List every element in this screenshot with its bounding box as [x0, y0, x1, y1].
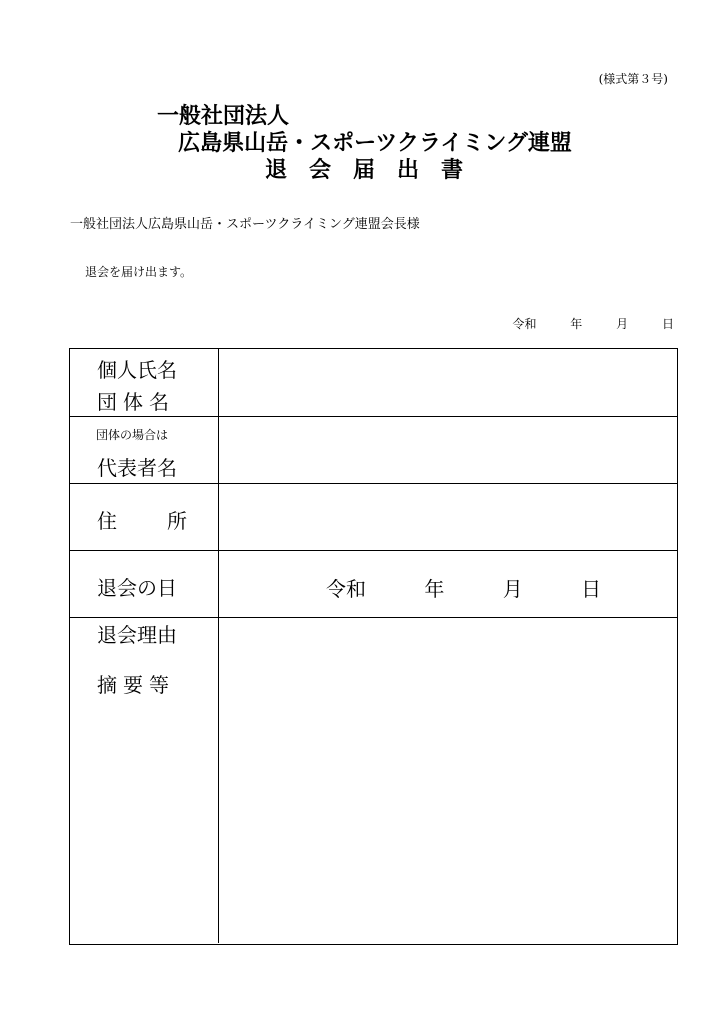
addressee: 一般社団法人広島県山岳・スポーツクライミング連盟会長様 [70, 217, 420, 232]
withdrawal-date-era: 令和 [326, 577, 366, 601]
statement: 退会を届け出ます。 [85, 265, 193, 279]
withdrawal-date-text [326, 573, 601, 602]
header-date-day: 日 [661, 317, 674, 331]
row-reason [70, 618, 677, 943]
address-label: 住所 [97, 509, 237, 533]
withdrawal-date-month: 月 [502, 577, 523, 601]
representative-field[interactable] [219, 417, 677, 483]
row-representative [70, 417, 677, 484]
header-date-era: 令和 [512, 317, 537, 331]
withdrawal-date-label-cell [70, 551, 219, 617]
remarks-label: 摘要等 [97, 673, 175, 697]
reason-label: 退会理由 [97, 623, 177, 647]
withdrawal-date-year: 年 [424, 577, 445, 601]
address-label-cell [70, 484, 237, 550]
withdrawal-date-day: 日 [581, 577, 602, 601]
name-label-individual: 個人氏名 [97, 358, 177, 382]
header-date [512, 315, 674, 332]
address-field[interactable] [219, 484, 677, 550]
withdrawal-date-label: 退会の日 [97, 576, 177, 600]
withdrawal-date-field[interactable] [219, 551, 677, 617]
representative-label-cell [70, 417, 219, 483]
row-name [70, 349, 677, 417]
row-withdrawal-date [70, 551, 677, 618]
reason-field[interactable] [219, 618, 677, 943]
name-field[interactable] [219, 349, 677, 416]
reason-label-cell [70, 618, 219, 943]
form-number: (様式第３号) [598, 72, 668, 86]
row-address [70, 484, 677, 551]
representative-note: 団体の場合は [96, 428, 169, 442]
representative-label: 代表者名 [97, 456, 177, 480]
name-label-group: 団体名 [97, 390, 175, 414]
document-title: 退会届出書 [264, 158, 485, 183]
header-date-year: 年 [570, 317, 583, 331]
title-organization-name: 広島県山岳・スポーツクライミング連盟 [178, 131, 572, 156]
name-label-cell [70, 349, 219, 416]
withdrawal-form-table [69, 348, 678, 945]
header-date-month: 月 [616, 317, 629, 331]
title-organization-type: 一般社団法人 [157, 104, 290, 129]
